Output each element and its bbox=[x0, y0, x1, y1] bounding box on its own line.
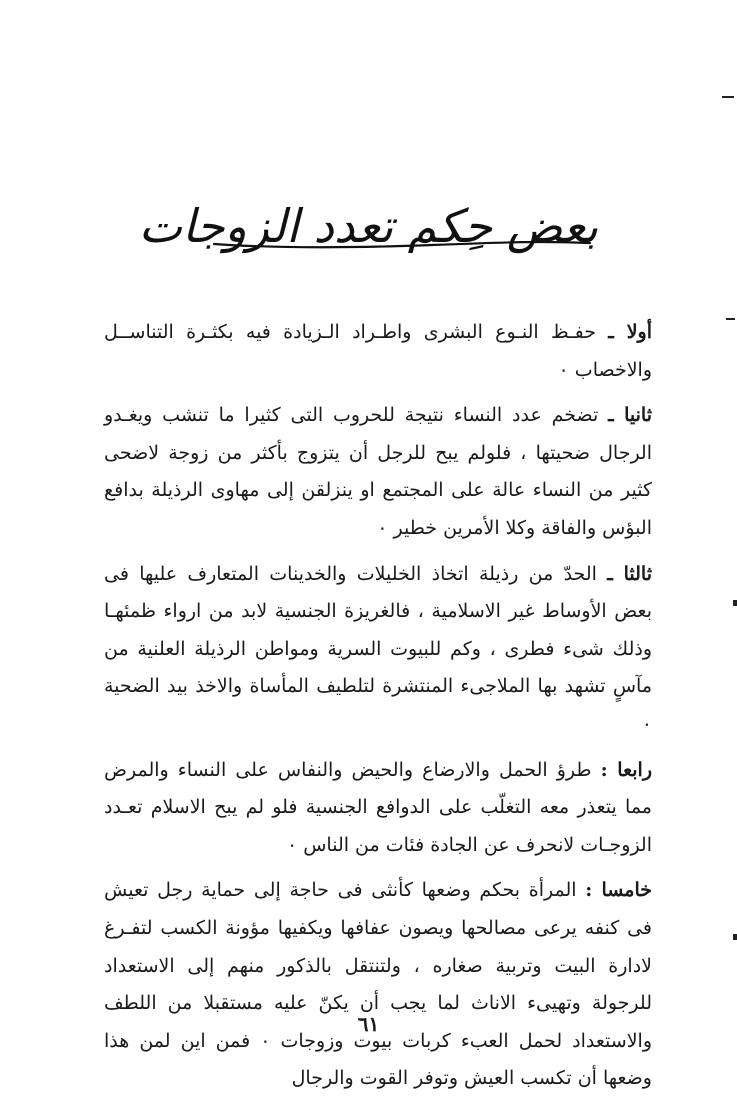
paragraph-2 bbox=[104, 397, 652, 547]
paragraph-text: تضخم عدد النساء نتيجة للحروب التى كثيرا ما تنشب ويغـدو الرجال ضحيتها ، فلولم يبح للرجل أن يتزوج بأكثر من زوجة لاضحى كثير من النساء عالة على المجتمع او ينزلقن إلى مهاوى الرذيلة بدافع البؤس والفاقة وكلا الأمرين خطير ٠ bbox=[104, 404, 652, 539]
page-title: بعض حِكم تعدد الزوجات bbox=[138, 199, 599, 253]
margin-mark bbox=[722, 96, 734, 98]
margin-mark bbox=[726, 318, 735, 320]
title-underline-swash bbox=[212, 236, 592, 250]
paragraph-lead: أولا ـ bbox=[608, 321, 652, 343]
margin-mark bbox=[733, 600, 737, 606]
page-number: ٦١ bbox=[357, 1012, 380, 1036]
margin-mark bbox=[733, 934, 737, 940]
paragraph-text: الحدّ من رذيلة اتخاذ الخليلات والخدينات المتعارف عليها فى بعض الأوساط غير الاسلامية ، فالغريزة الجنسية لابد من ارواء ظمئهـا وذلك شىء فطرى ، وكم للبيوت السرية ومواطن الرذيلة العلنية من مآسٍ تشهد بها الملاجىء المنتشرة لتلطيف المأساة والاخذ بيد الضحية ٠ bbox=[104, 562, 652, 735]
paragraph-text: حفـظ النـوع البشرى واطـراد الـزيادة فيه بكثـرة التناســل والاخصاب ٠ bbox=[104, 321, 652, 381]
paragraph-lead: ثانيا ـ bbox=[608, 404, 652, 427]
paragraph-4 bbox=[104, 752, 652, 865]
paragraph-text: طرؤ الحمل والارضاع والحيض والنفاس على النساء والمرض مما يتعذر معه التغلّب على الدوافع الجنسية فلو لم يبح الاسلام تعـدد الزوجـات لانحرف عن الجادة فئات من الناس ٠ bbox=[104, 758, 652, 856]
paragraph-3 bbox=[104, 556, 652, 744]
paragraph-5 bbox=[104, 872, 652, 1098]
paragraph-1 bbox=[104, 314, 652, 389]
paragraph-lead: ثالثا ـ bbox=[607, 562, 653, 585]
paragraph-text: المرأة بحكم وضعها كأنثى فى حاجة إلى حماية رجل تعيش فى كنفه يرعى مصالحها ويصون عفافها ويكفيها مؤونة الكسب لتفـرغ لادارة البيت وتربية صغاره ، ولتنتقل بالذكور منهم إلى الاستعداد للرجولة وتهيىء الاناث لما يجب أن يكنّ عليه مستقبلا من اللطف والاستعداد لحمل العبء كربات بيوت وزوجات ٠ فمن اين لمن هذا وضعها أن تكسب العيش وتوفر القوت والرجال bbox=[104, 879, 652, 1090]
body-text bbox=[104, 314, 652, 1106]
paragraph-lead: رابعا : bbox=[600, 758, 652, 781]
paragraph-lead: خامسا : bbox=[585, 879, 652, 902]
